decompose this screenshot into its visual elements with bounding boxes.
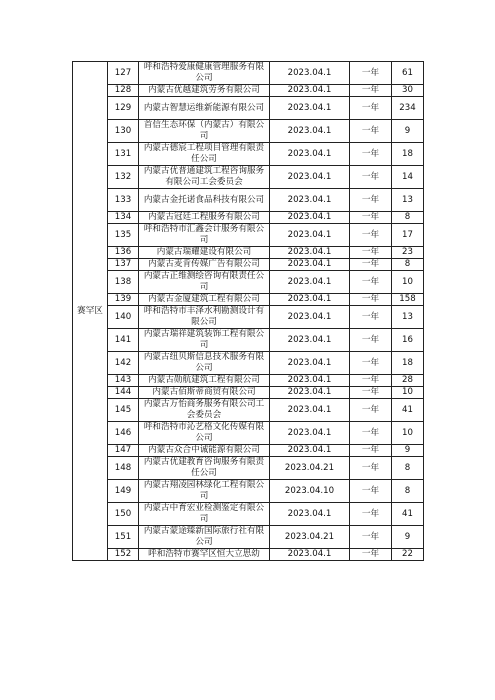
company-name: 内蒙古蒙途臻新国际旅行社有限公司 (139, 526, 270, 549)
row-number: 148 (108, 457, 139, 480)
table-row (73, 212, 424, 224)
company-name: 内蒙古佰斯蒂商贸有限公司 (139, 387, 270, 399)
member-count: 14 (392, 166, 424, 189)
table-row (73, 306, 424, 329)
district-cell: 赛罕区 (73, 62, 108, 561)
term-length: 一年 (350, 120, 392, 143)
row-number: 129 (108, 97, 139, 120)
row-number: 152 (108, 549, 139, 561)
row-number: 140 (108, 306, 139, 329)
member-count: 16 (392, 329, 424, 352)
row-number: 138 (108, 271, 139, 294)
company-name: 内蒙古优建教育咨询服务有限责任公司 (139, 457, 270, 480)
table-row (73, 259, 424, 271)
company-name: 内蒙古优越建筑劳务有限公司 (139, 85, 270, 97)
term-length: 一年 (350, 294, 392, 306)
term-length: 一年 (350, 445, 392, 457)
term-length: 一年 (350, 143, 392, 166)
filing-date: 2023.04.10 (270, 480, 350, 503)
row-number: 136 (108, 247, 139, 259)
row-number: 144 (108, 387, 139, 399)
filing-date: 2023.04.21 (270, 457, 350, 480)
member-count: 30 (392, 85, 424, 97)
member-count: 10 (392, 387, 424, 399)
term-length: 一年 (350, 526, 392, 549)
member-count: 41 (392, 399, 424, 422)
filing-date: 2023.04.1 (270, 212, 350, 224)
company-name: 呼和浩特市沁艺格文化传媒有限公司 (139, 422, 270, 445)
table-row (73, 189, 424, 212)
member-count: 8 (392, 212, 424, 224)
company-name: 内蒙古中育宏业检测鉴定有限公司 (139, 503, 270, 526)
term-length: 一年 (350, 247, 392, 259)
filing-date: 2023.04.1 (270, 166, 350, 189)
row-number: 131 (108, 143, 139, 166)
table-row (73, 480, 424, 503)
filing-date: 2023.04.1 (270, 62, 350, 85)
filing-date: 2023.04.1 (270, 271, 350, 294)
term-length: 一年 (350, 259, 392, 271)
member-count: 8 (392, 457, 424, 480)
member-count: 9 (392, 120, 424, 143)
row-number: 149 (108, 480, 139, 503)
company-name: 内蒙古麦肯传媒广告有限公司 (139, 259, 270, 271)
row-number: 132 (108, 166, 139, 189)
row-number: 142 (108, 352, 139, 375)
member-count: 61 (392, 62, 424, 85)
filing-date: 2023.04.1 (270, 549, 350, 561)
company-name: 首信生态环保（内蒙古）有限公司 (139, 120, 270, 143)
row-number: 127 (108, 62, 139, 85)
term-length: 一年 (350, 387, 392, 399)
table-row (73, 457, 424, 480)
member-count: 28 (392, 375, 424, 387)
company-name: 呼和浩特市丰泽水利勘测设计有限公司 (139, 306, 270, 329)
term-length: 一年 (350, 85, 392, 97)
member-count: 18 (392, 143, 424, 166)
member-count: 9 (392, 526, 424, 549)
filing-date: 2023.04.1 (270, 352, 350, 375)
filing-date: 2023.04.1 (270, 329, 350, 352)
company-name: 内蒙古德宸工程项目管理有限责任公司 (139, 143, 270, 166)
filing-date: 2023.04.1 (270, 503, 350, 526)
company-name: 呼和浩特市赛罕区恒大立思幼 (139, 549, 270, 561)
table-row (73, 352, 424, 375)
member-count: 41 (392, 503, 424, 526)
table-row (73, 271, 424, 294)
term-length: 一年 (350, 422, 392, 445)
member-count: 9 (392, 445, 424, 457)
filing-date: 2023.04.1 (270, 97, 350, 120)
table-row (73, 120, 424, 143)
company-name: 内蒙古万怡商务服务有限公司工会委员会 (139, 399, 270, 422)
row-number: 147 (108, 445, 139, 457)
company-name: 内蒙古翔凌园林绿化工程有限公司 (139, 480, 270, 503)
member-count: 234 (392, 97, 424, 120)
filing-date: 2023.04.21 (270, 526, 350, 549)
table-row (73, 422, 424, 445)
table-row (73, 294, 424, 306)
term-length: 一年 (350, 503, 392, 526)
table-row (73, 224, 424, 247)
table-row (73, 247, 424, 259)
term-length: 一年 (350, 97, 392, 120)
row-number: 128 (108, 85, 139, 97)
company-name: 内蒙古金厦建筑工程有限公司 (139, 294, 270, 306)
table-row (73, 549, 424, 561)
term-length: 一年 (350, 62, 392, 85)
company-name: 内蒙古众合中诚能源有限公司 (139, 445, 270, 457)
member-count: 22 (392, 549, 424, 561)
row-number: 151 (108, 526, 139, 549)
table-row (73, 62, 424, 85)
row-number: 145 (108, 399, 139, 422)
table-row (73, 329, 424, 352)
member-count: 158 (392, 294, 424, 306)
member-count: 13 (392, 306, 424, 329)
company-name: 内蒙古纽贝斯信息技术服务有限公司 (139, 352, 270, 375)
table-row (73, 387, 424, 399)
member-count: 17 (392, 224, 424, 247)
term-length: 一年 (350, 399, 392, 422)
filing-date: 2023.04.1 (270, 422, 350, 445)
company-name: 内蒙古瑞祥建筑装饰工程有限公司 (139, 329, 270, 352)
table-row (73, 85, 424, 97)
term-length: 一年 (350, 457, 392, 480)
company-name: 内蒙古正维测绘咨询有限责任公司 (139, 271, 270, 294)
company-name: 呼和浩特爱康健康管理服务有限公司 (139, 62, 270, 85)
enterprise-table (72, 61, 424, 561)
filing-date: 2023.04.1 (270, 143, 350, 166)
filing-date: 2023.04.1 (270, 445, 350, 457)
filing-date: 2023.04.1 (270, 120, 350, 143)
table-body (73, 62, 424, 561)
term-length: 一年 (350, 352, 392, 375)
member-count: 10 (392, 271, 424, 294)
table-row (73, 166, 424, 189)
member-count: 23 (392, 247, 424, 259)
member-count: 18 (392, 352, 424, 375)
company-name: 内蒙古智慧运维新能源有限公司 (139, 97, 270, 120)
table-row (73, 526, 424, 549)
table-row (73, 445, 424, 457)
filing-date: 2023.04.1 (270, 189, 350, 212)
term-length: 一年 (350, 480, 392, 503)
term-length: 一年 (350, 212, 392, 224)
row-number: 133 (108, 189, 139, 212)
term-length: 一年 (350, 549, 392, 561)
table-row (73, 399, 424, 422)
company-name: 内蒙古瑞耀建设有限公司 (139, 247, 270, 259)
row-number: 143 (108, 375, 139, 387)
term-length: 一年 (350, 375, 392, 387)
row-number: 139 (108, 294, 139, 306)
table-row (73, 503, 424, 526)
row-number: 134 (108, 212, 139, 224)
member-count: 13 (392, 189, 424, 212)
company-name: 内蒙古优普通建筑工程咨询服务有限公司工会委员会 (139, 166, 270, 189)
row-number: 130 (108, 120, 139, 143)
filing-date: 2023.04.1 (270, 399, 350, 422)
row-number: 135 (108, 224, 139, 247)
row-number: 137 (108, 259, 139, 271)
term-length: 一年 (350, 189, 392, 212)
term-length: 一年 (350, 306, 392, 329)
filing-date: 2023.04.1 (270, 247, 350, 259)
table-row (73, 375, 424, 387)
row-number: 141 (108, 329, 139, 352)
filing-date: 2023.04.1 (270, 306, 350, 329)
member-count: 8 (392, 480, 424, 503)
company-name: 呼和浩特市汇鑫会计服务有限公司 (139, 224, 270, 247)
row-number: 150 (108, 503, 139, 526)
term-length: 一年 (350, 166, 392, 189)
company-name: 内蒙古金托诺食品科技有限公司 (139, 189, 270, 212)
term-length: 一年 (350, 224, 392, 247)
filing-date: 2023.04.1 (270, 375, 350, 387)
term-length: 一年 (350, 329, 392, 352)
filing-date: 2023.04.1 (270, 294, 350, 306)
member-count: 8 (392, 259, 424, 271)
filing-date: 2023.04.1 (270, 224, 350, 247)
filing-date: 2023.04.1 (270, 387, 350, 399)
filing-date: 2023.04.1 (270, 259, 350, 271)
row-number: 146 (108, 422, 139, 445)
company-name: 内蒙古勋航建筑工程有限公司 (139, 375, 270, 387)
table-row (73, 143, 424, 166)
member-count: 10 (392, 422, 424, 445)
term-length: 一年 (350, 271, 392, 294)
filing-date: 2023.04.1 (270, 85, 350, 97)
company-name: 内蒙古冠廷工程服务有限公司 (139, 212, 270, 224)
table-row (73, 97, 424, 120)
